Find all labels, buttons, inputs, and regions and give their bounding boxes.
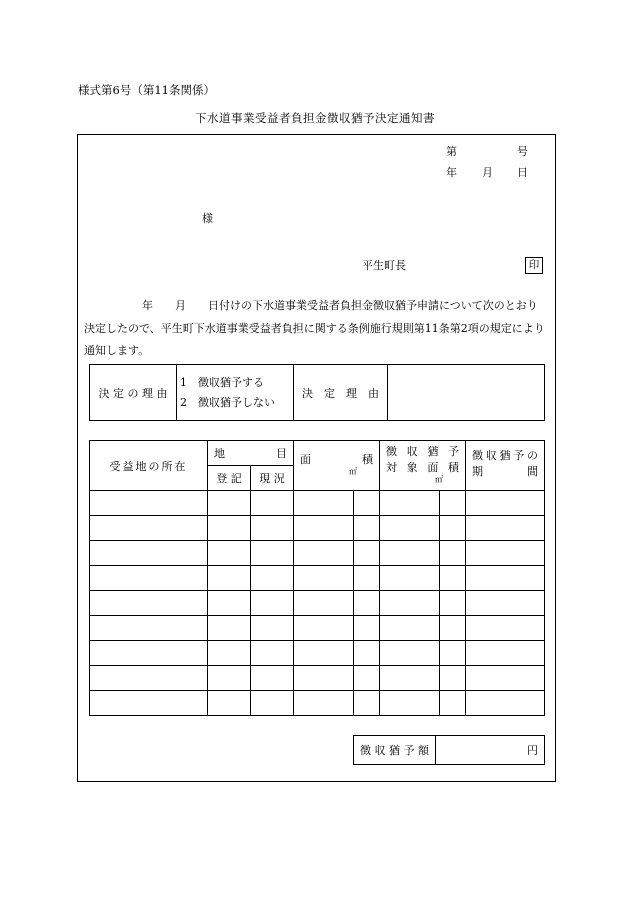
row-registry[interactable] [208,641,251,666]
header-registry: 登 記 [208,466,251,491]
row-registry[interactable] [208,591,251,616]
row-target[interactable] [380,491,440,516]
row-area-dec[interactable] [354,666,380,691]
row-area[interactable] [294,666,354,691]
row-target[interactable] [380,666,440,691]
document-frame [77,134,556,782]
row-target-dec[interactable] [440,691,466,716]
row-period[interactable] [466,491,545,516]
row-area[interactable] [294,491,354,516]
row-area[interactable] [294,541,354,566]
row-current[interactable] [251,566,294,591]
row-current[interactable] [251,666,294,691]
row-target-dec[interactable] [440,541,466,566]
row-target[interactable] [380,616,440,641]
date-year: 年 [446,166,457,179]
row-location[interactable] [90,691,208,716]
row-location[interactable] [90,491,208,516]
row-target-dec[interactable] [440,616,466,641]
header-period: 徴 収 猶 予 の 期 間 [466,441,545,491]
row-target-dec[interactable] [440,591,466,616]
row-location[interactable] [90,566,208,591]
row-area[interactable] [294,591,354,616]
row-area-dec[interactable] [354,516,380,541]
table-row [90,566,545,591]
table-row [90,691,545,716]
row-target-dec[interactable] [440,516,466,541]
row-registry[interactable] [208,566,251,591]
row-target-dec[interactable] [440,491,466,516]
header-location: 受益地の所在 [90,441,208,491]
row-area-dec[interactable] [354,541,380,566]
number-suffix: 号 [517,145,528,158]
row-current[interactable] [251,641,294,666]
reason-value[interactable] [388,365,545,421]
row-current[interactable] [251,491,294,516]
row-period[interactable] [466,566,545,591]
row-period[interactable] [466,641,545,666]
row-target[interactable] [380,691,440,716]
row-registry[interactable] [208,541,251,566]
row-area-dec[interactable] [354,591,380,616]
sender-name: 平生町長 [362,259,406,272]
number-prefix: 第 [446,145,457,158]
addressee-honorific: 様 [202,212,213,225]
table-row [90,616,545,641]
row-location[interactable] [90,541,208,566]
seal-mark: 印 [525,257,543,274]
row-location[interactable] [90,616,208,641]
row-area-dec[interactable] [354,566,380,591]
row-area-dec[interactable] [354,491,380,516]
row-area[interactable] [294,516,354,541]
document-title: 下水道事業受益者負担金徴収猶予決定通知書 [195,111,435,125]
decision-table [89,364,545,421]
row-current[interactable] [251,616,294,641]
row-registry[interactable] [208,666,251,691]
row-period[interactable] [466,691,545,716]
land-table [89,440,545,716]
decision-option-approve: 1 徴収猶予する [180,375,264,389]
row-location[interactable] [90,591,208,616]
row-target-dec[interactable] [440,566,466,591]
row-period[interactable] [466,666,545,691]
date-month: 月 [482,166,493,179]
body-year: 年 [142,299,153,312]
body-paragraph [84,295,548,363]
decision-label: 決 定 の 理 由 [90,365,177,421]
row-area[interactable] [294,641,354,666]
row-location[interactable] [90,666,208,691]
header-area: 面 積 ㎡ [294,441,380,491]
table-row [90,591,545,616]
row-registry[interactable] [208,616,251,641]
row-target[interactable] [380,541,440,566]
table-row [90,641,545,666]
row-registry[interactable] [208,491,251,516]
row-area-dec[interactable] [354,616,380,641]
form-number-label: 様式第6号（第11条関係） [78,83,215,97]
row-target-dec[interactable] [440,666,466,691]
row-target[interactable] [380,591,440,616]
body-month: 月 [175,299,186,312]
area-unit: ㎡ [349,467,357,476]
row-area[interactable] [294,691,354,716]
decision-option-deny: 2 徴収猶予しない [180,395,275,409]
amount-label: 徴 収 猶 予 額 [354,736,436,765]
row-target[interactable] [380,516,440,541]
header-current: 現 況 [251,466,294,491]
header-target-area: 徴 収 猶 予 対 象 面 積 ㎡ [380,441,466,491]
row-period[interactable] [466,541,545,566]
body-text: 日付けの下水道事業受益者負担金徴収猶予申請について次のとおり決定したので、平生町下水道事業受益者負担に関する条例施行規則第11条第2項の規定により通知します。 [84,299,545,357]
reason-label: 決 定 理 由 [294,365,388,421]
row-registry[interactable] [208,691,251,716]
row-area-dec[interactable] [354,641,380,666]
decision-options [177,365,294,421]
row-period[interactable] [466,591,545,616]
row-current[interactable] [251,516,294,541]
row-current[interactable] [251,541,294,566]
table-row [90,541,545,566]
amount-unit: 円 [527,744,538,757]
table-row [90,666,545,691]
amount-table [353,735,545,765]
row-current[interactable] [251,591,294,616]
header-chimoku: 地 目 [208,441,294,466]
row-area[interactable] [294,566,354,591]
row-area[interactable] [294,616,354,641]
amount-value[interactable] [436,736,545,765]
row-current[interactable] [251,691,294,716]
row-target[interactable] [380,566,440,591]
row-registry[interactable] [208,516,251,541]
row-target-dec[interactable] [440,641,466,666]
target-area-unit: ㎡ [435,475,443,484]
row-location[interactable] [90,641,208,666]
row-location[interactable] [90,516,208,541]
row-period[interactable] [466,516,545,541]
table-row [90,491,545,516]
date-day: 日 [517,166,528,179]
row-area-dec[interactable] [354,691,380,716]
row-target[interactable] [380,641,440,666]
row-period[interactable] [466,616,545,641]
table-row [90,516,545,541]
